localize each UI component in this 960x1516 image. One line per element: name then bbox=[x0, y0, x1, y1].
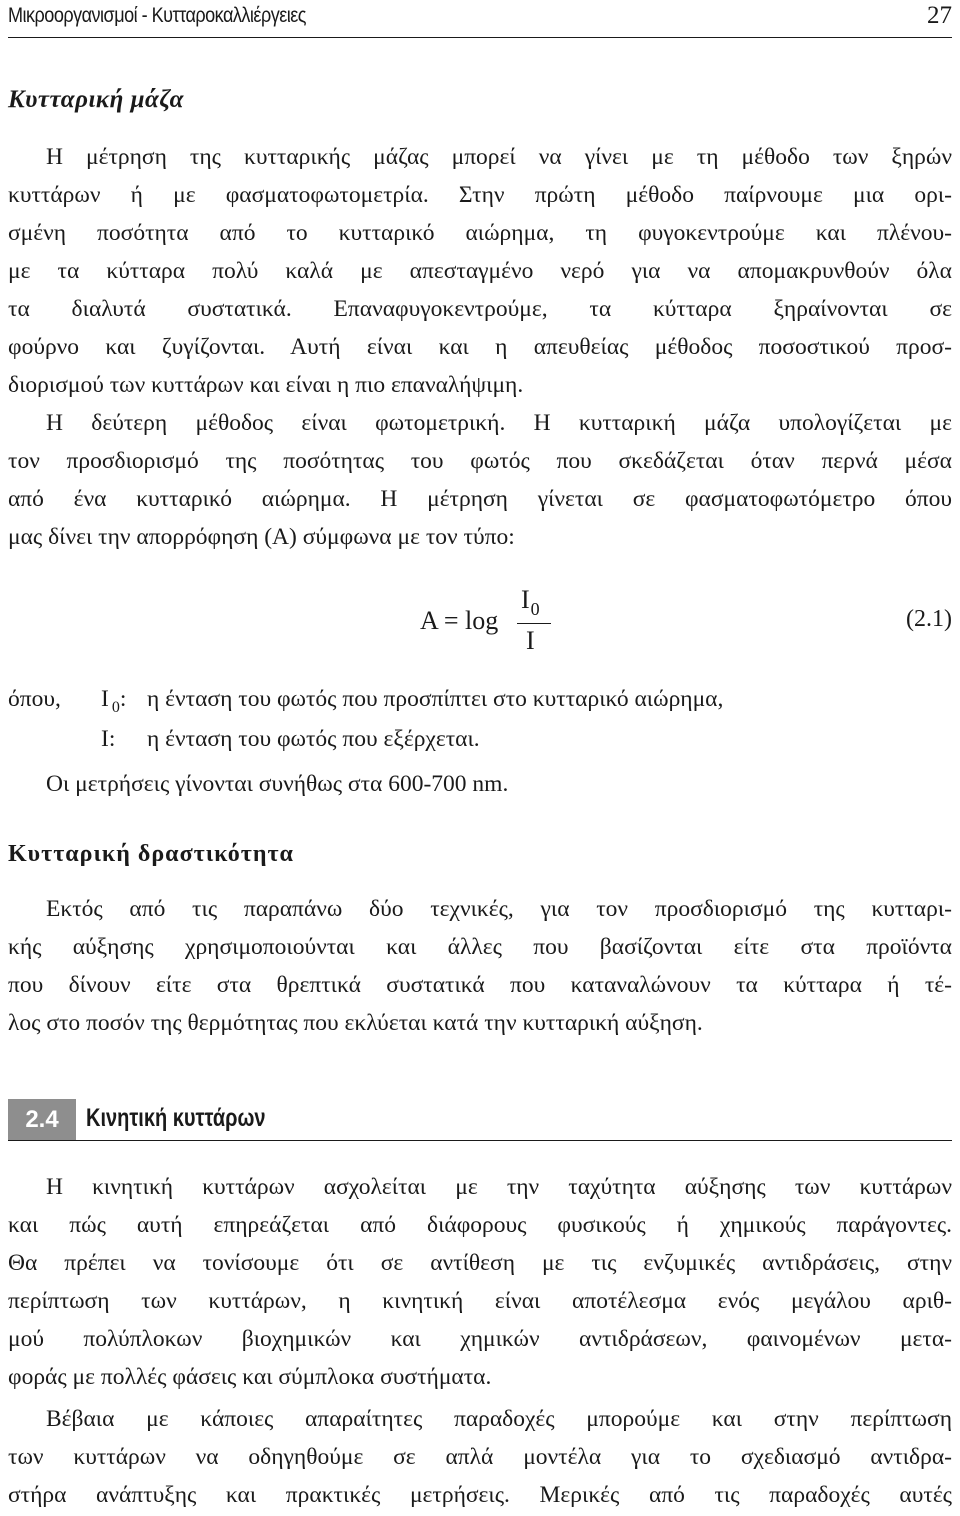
paragraph-line: λος στο ποσόν της θερμότητας που εκλύεται κατά την κυτταρική αύξηση. bbox=[8, 1010, 703, 1036]
heading-cell-activity: Κυτταρική δραστικότητα bbox=[8, 841, 294, 867]
paragraph-line: Θα πρέπει να τονίσουμε ότι σε αντίθεση με τις ενζυμικές αντιδράσεις, στην bbox=[8, 1250, 952, 1276]
paragraph-line: και πώς αυτή επηρεάζεται από διάφορους φυσικούς ή χημικούς παράγοντες. bbox=[8, 1212, 952, 1238]
paragraph-line: σμένη ποσότητα από το κυτταρικό αιώρημα, τη φυγοκεντρούμε και πλένου- bbox=[8, 220, 952, 246]
paragraph-line: διορισμού των κυττάρων και είναι η πιο επαναλήψιμη. bbox=[8, 372, 524, 398]
paragraph-line: Η δεύτερη μέθοδος είναι φωτομετρική. Η κυτταρική μάζα υπολογίζεται με bbox=[46, 410, 952, 436]
definitions-intro: όπου, bbox=[8, 686, 61, 712]
paragraph-line: από ένα κυτταρικό αιώρημα. Η μέτρηση γίνεται σε φασματοφωτόμετρο όπου bbox=[8, 486, 952, 512]
equation-number: (2.1) bbox=[906, 606, 952, 632]
formula-numerator-subscript: 0 bbox=[530, 599, 540, 619]
definition-symbol-subscript: 0 bbox=[111, 699, 120, 716]
header-rule bbox=[8, 37, 952, 38]
paragraph-line: κής αύξησης χρησιμοποιούνται και άλλες που βασίζονται είτε στα προϊόντα bbox=[8, 934, 952, 960]
definition-text: η ένταση του φωτός που εξέρχεται. bbox=[147, 726, 480, 752]
paragraph-line: Η κινητική κυττάρων ασχολείται με την ταχύτητα αύξησης των κυττάρων bbox=[46, 1174, 952, 1200]
paragraph-line: Βέβαια με κάποιες απαραίτητες παραδοχές μπορούμε και στην περίπτωση bbox=[46, 1406, 952, 1432]
paragraph-line: φοράς με πολλές φάσεις και σύμπλοκα συστήματα. bbox=[8, 1364, 492, 1390]
formula-numerator: $I_0$ bbox=[521, 585, 540, 619]
fraction-bar bbox=[517, 623, 551, 624]
paragraph-line: με τα κύτταρα πολύ καλά με απεσταγμένο νερό για να απομακρυνθούν όλα bbox=[8, 258, 952, 284]
paragraph-line: περίπτωση των κυττάρων, η κινητική είναι αποτέλεσμα ενός μεγάλου αριθ- bbox=[8, 1288, 952, 1314]
paragraph-line: μού πολύπλοκων βιοχημικών και χημικών αντιδράσεων, φαινομένων μετα- bbox=[8, 1326, 952, 1352]
heading-cell-mass: Κυτταρική μάζα bbox=[8, 86, 184, 113]
definition-symbol: I: bbox=[101, 726, 116, 752]
section-number-badge: 2.4 bbox=[8, 1099, 76, 1141]
definition-symbol: I $_0$: bbox=[101, 686, 127, 716]
paragraph-line: τα διαλυτά συστατικά. Επαναφυγοκεντρούμε, τα κύτταρα ξηραίνονται σε bbox=[8, 296, 952, 322]
paragraph-line: Εκτός από τις παραπάνω δύο τεχνικές, για τον προσδιορισμό της κυτταρι- bbox=[46, 896, 952, 922]
paragraph-line: μας δίνει την απορρόφηση (Α) σύμφωνα με τον τύπο: bbox=[8, 524, 515, 550]
page-number: 27 bbox=[927, 2, 952, 29]
running-title: Μικροοργανισμοί - Κυτταροκαλλιέργειες bbox=[8, 4, 307, 27]
paragraph-line: των κυττάρων να οδηγηθούμε σε απλά μοντέλα για το σχεδιασμό αντιδρα- bbox=[8, 1444, 952, 1470]
paragraph-line: που δίνουν είτε στα θρεπτικά συστατικά που καταναλώνουν τα κύτταρα ή τέ- bbox=[8, 972, 952, 998]
section-title: Κινητική κυττάρων bbox=[86, 1104, 266, 1132]
formula-denominator: I bbox=[526, 626, 535, 655]
paragraph-line: Οι μετρήσεις γίνονται συνήθως στα 600-700 nm. bbox=[46, 771, 509, 797]
paragraph-line: κυττάρων ή με φασματοφωτομετρία. Στην πρώτη μέθοδο παίρνουμε μια ορι- bbox=[8, 182, 952, 208]
section-rule bbox=[8, 1140, 952, 1141]
paragraph-line: Η μέτρηση της κυτταρικής μάζας μπορεί να γίνει με τη μέθοδο των ξηρών bbox=[46, 144, 952, 170]
paragraph-line: στήρα ανάπτυξης και πρακτικές μετρήσεις. Μερικές από τις παραδοχές αυτές bbox=[8, 1482, 952, 1508]
absorbance-formula bbox=[420, 585, 580, 665]
paragraph-line: φούρνο και ζυγίζονται. Αυτή είναι και η απευθείας μέθοδος ποσοστικού προσ- bbox=[8, 334, 952, 360]
definition-text: η ένταση του φωτός που προσπίπτει στο κυτταρικό αιώρημα, bbox=[147, 686, 724, 712]
formula-lhs: A = log bbox=[420, 606, 499, 635]
running-header bbox=[8, 2, 952, 30]
paragraph-line: τον προσδιορισμό της ποσότητας του φωτός που σκεδάζεται όταν περνά μέσα bbox=[8, 448, 952, 474]
